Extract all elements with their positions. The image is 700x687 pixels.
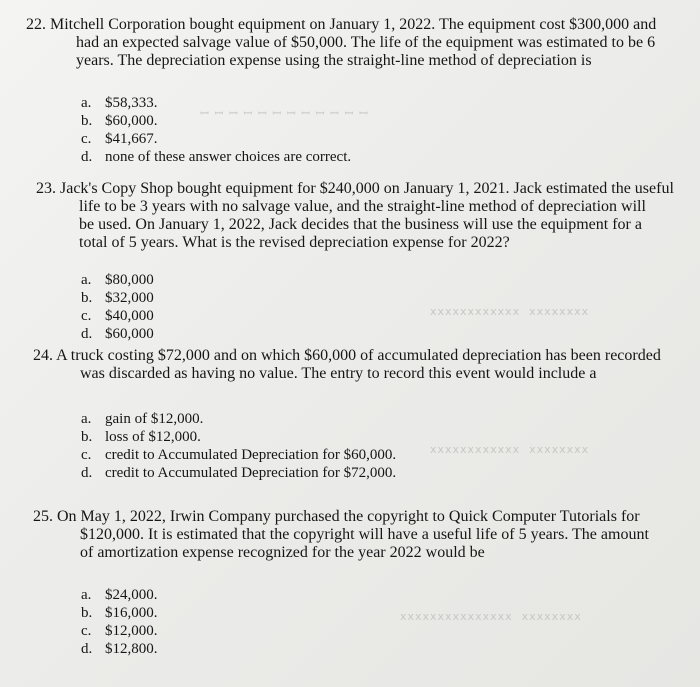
question-number: 24. [33, 347, 53, 364]
question-23-stem [36, 180, 676, 252]
option-letter: a. [81, 587, 92, 603]
answer-option-d[interactable] [81, 640, 158, 658]
question-text-line: of amortization expense recognized for the year 2022 would be [80, 544, 485, 561]
option-letter: d. [81, 149, 93, 165]
option-text: none of these answer choices are correct. [105, 149, 352, 165]
answer-option-a[interactable] [81, 586, 158, 604]
question-text-line: total of 5 years. What is the revised depreciation expense for 2022? [79, 234, 510, 251]
option-text: $32,000 [105, 290, 154, 306]
option-text: $80,000 [105, 272, 154, 288]
option-letter: b. [81, 605, 93, 621]
option-text: $12,800. [105, 641, 158, 657]
bleed-through-marks: xxxxxxxxxxxxxxx xxxxxxxx [400, 610, 582, 623]
answer-option-c[interactable] [81, 446, 396, 464]
bleed-through-marks: ꟷ ꟷ ꟷ ꟷ ꟷ ꟷ ꟷ ꟷ ꟷ ꟷ ꟷ ꟷ [200, 107, 369, 120]
option-letter: a. [81, 272, 92, 288]
question-text-line: A truck costing $72,000 and on which $60,000 of accumulated depreciation has been recorded [56, 347, 661, 364]
answer-option-d[interactable] [81, 325, 154, 343]
option-letter: a. [81, 95, 92, 111]
answer-option-b[interactable] [81, 604, 158, 622]
question-text-line: was discarded as having no value. The entry to record this event would include a [80, 365, 597, 382]
answer-options [81, 271, 154, 343]
option-text: gain of $12,000. [105, 411, 204, 427]
option-letter: c. [81, 308, 92, 324]
option-text: $12,000. [105, 623, 158, 639]
option-text: $60,000. [105, 113, 158, 129]
option-letter: b. [81, 113, 93, 129]
question-text-line: years. The depreciation expense using the straight-line method of depreciation is [76, 52, 592, 69]
question-22-stem [26, 16, 666, 70]
option-letter: b. [81, 290, 93, 306]
answer-option-a[interactable] [81, 271, 154, 289]
question-text-line: Jack's Copy Shop bought equipment for $240,000 on January 1, 2021. Jack estimated the useful [60, 180, 674, 197]
option-letter: c. [81, 623, 92, 639]
option-letter: c. [81, 447, 92, 463]
option-letter: d. [81, 641, 93, 657]
option-text: credit to Accumulated Depreciation for $72,000. [105, 465, 397, 481]
option-text: $41,667. [105, 131, 158, 147]
option-text: loss of $12,000. [105, 429, 201, 445]
question-text-line: Mitchell Corporation bought equipment on January 1, 2022. The equipment cost $300,000 and [50, 16, 657, 33]
option-letter: d. [81, 465, 93, 481]
option-text: credit to Accumulated Depreciation for $60,000. [105, 447, 397, 463]
question-number: 23. [36, 180, 56, 197]
question-text-line: be used. On January 1, 2022, Jack decides that the business will use the equipment for a [79, 216, 642, 233]
answer-option-d[interactable] [81, 464, 396, 482]
option-letter: d. [81, 326, 93, 342]
answer-option-b[interactable] [81, 428, 396, 446]
question-24-stem [33, 347, 683, 383]
option-text: $16,000. [105, 605, 158, 621]
option-text: $60,000 [105, 326, 154, 342]
question-text-line: had an expected salvage value of $50,000. The life of the equipment was estimated to be 6 [76, 34, 656, 51]
question-25-stem [33, 508, 683, 562]
question-number: 22. [26, 16, 46, 33]
option-text: $58,333. [105, 95, 158, 111]
answer-option-c[interactable] [81, 130, 351, 148]
question-text-line: $120,000. It is estimated that the copyright will have a useful life of 5 years. The amount [80, 526, 649, 543]
answer-options [81, 94, 351, 166]
answer-options [81, 586, 158, 658]
answer-option-c[interactable] [81, 622, 158, 640]
answer-option-b[interactable] [81, 112, 351, 130]
answer-option-a[interactable] [81, 94, 351, 112]
answer-option-a[interactable] [81, 410, 396, 428]
answer-option-d[interactable] [81, 148, 351, 166]
answer-options [81, 410, 396, 482]
bleed-through-marks: xxxxxxxxxxxx xxxxxxxx [430, 305, 590, 318]
bleed-through-marks: xxxxxxxxxxxx xxxxxxxx [430, 443, 590, 456]
answer-option-c[interactable] [81, 307, 154, 325]
option-letter: c. [81, 131, 92, 147]
option-letter: b. [81, 429, 93, 445]
question-text-line: On May 1, 2022, Irwin Company purchased the copyright to Quick Computer Tutorials for [57, 508, 640, 525]
answer-option-b[interactable] [81, 289, 154, 307]
question-text-line: life to be 3 years with no salvage value, and the straight-line method of depreciation will [79, 198, 646, 215]
option-text: $24,000. [105, 587, 158, 603]
option-text: $40,000 [105, 308, 154, 324]
option-letter: a. [81, 411, 92, 427]
question-number: 25. [33, 508, 53, 525]
